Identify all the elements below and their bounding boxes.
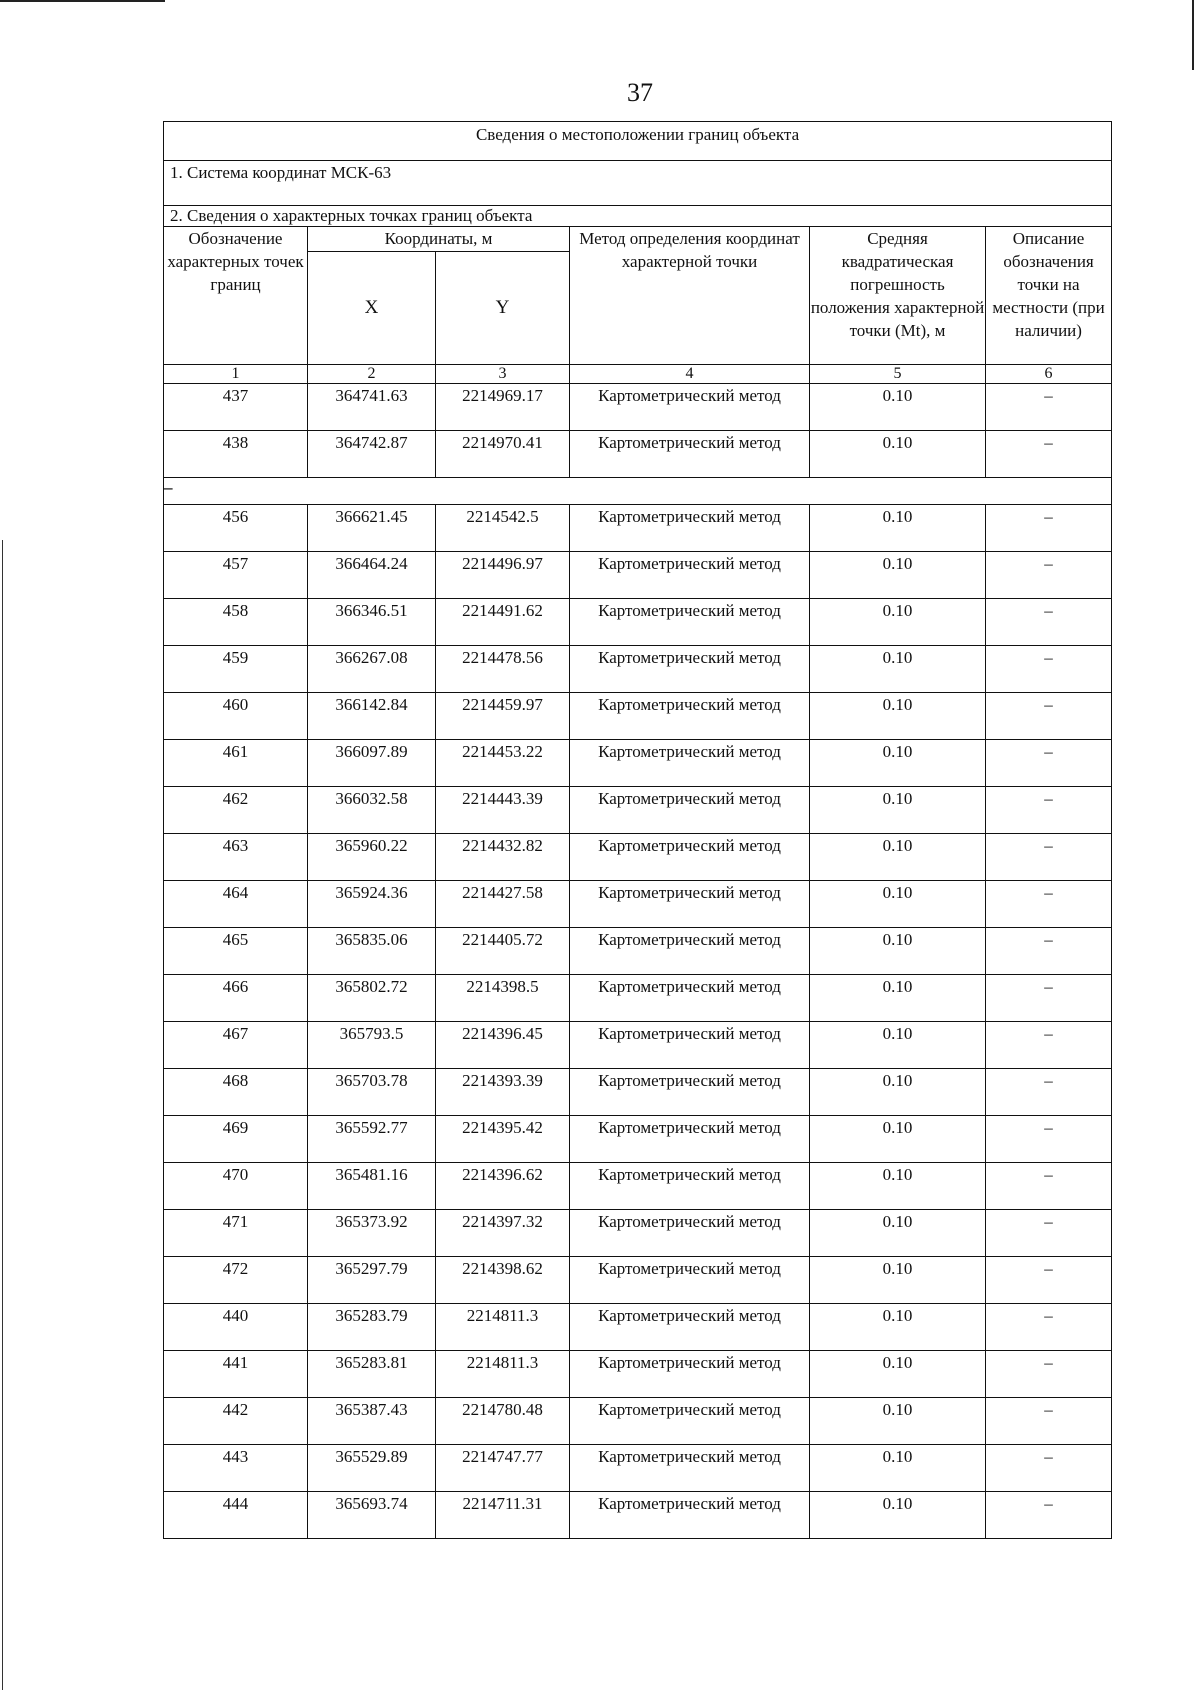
table-row [164, 1210, 1112, 1257]
header-coords: Координаты, м [308, 227, 570, 252]
description-cell: – [986, 384, 1112, 431]
description-cell: – [986, 1069, 1112, 1116]
y-coordinate-cell: 2214542.5 [436, 505, 570, 552]
table-row [164, 740, 1112, 787]
method-cell: Картометрический метод [570, 1398, 810, 1445]
col-number: 3 [436, 365, 570, 384]
description-cell: – [986, 1304, 1112, 1351]
point-cell: 465 [164, 928, 308, 975]
y-coordinate-cell: 2214459.97 [436, 693, 570, 740]
error-cell: 0.10 [810, 1445, 986, 1492]
description-cell: – [986, 693, 1112, 740]
table-row [164, 1445, 1112, 1492]
x-coordinate-cell: 365283.81 [308, 1351, 436, 1398]
x-coordinate-cell: 366032.58 [308, 787, 436, 834]
y-coordinate-cell: 2214491.62 [436, 599, 570, 646]
method-cell: Картометрический метод [570, 928, 810, 975]
method-cell: Картометрический метод [570, 552, 810, 599]
table-row [164, 431, 1112, 478]
point-cell: 462 [164, 787, 308, 834]
y-coordinate-cell: 2214396.45 [436, 1022, 570, 1069]
x-coordinate-cell: 364741.63 [308, 384, 436, 431]
col-number: 6 [986, 365, 1112, 384]
error-cell: 0.10 [810, 384, 986, 431]
point-cell: 469 [164, 1116, 308, 1163]
x-coordinate-cell: 365297.79 [308, 1257, 436, 1304]
header-method: Метод определения координат характерной точки [570, 227, 810, 365]
point-cell: 463 [164, 834, 308, 881]
y-coordinate-cell: 2214747.77 [436, 1445, 570, 1492]
x-coordinate-cell: 366464.24 [308, 552, 436, 599]
method-cell: Картометрический метод [570, 1445, 810, 1492]
x-coordinate-cell: 366346.51 [308, 599, 436, 646]
x-coordinate-cell: 366097.89 [308, 740, 436, 787]
y-coordinate-cell: 2214811.3 [436, 1304, 570, 1351]
point-cell: 459 [164, 646, 308, 693]
y-coordinate-cell: 2214496.97 [436, 552, 570, 599]
table-row [164, 787, 1112, 834]
y-coordinate-cell: 2214453.22 [436, 740, 570, 787]
point-cell: 468 [164, 1069, 308, 1116]
error-cell: 0.10 [810, 1022, 986, 1069]
coord-system-label: 1. Система координат МСК-63 [164, 161, 1112, 206]
point-cell: 460 [164, 693, 308, 740]
description-cell: – [986, 505, 1112, 552]
table-row [164, 1398, 1112, 1445]
point-cell: 437 [164, 384, 308, 431]
method-cell: Картометрический метод [570, 787, 810, 834]
x-coordinate-cell: 366142.84 [308, 693, 436, 740]
error-cell: 0.10 [810, 599, 986, 646]
y-coordinate-cell: 2214478.56 [436, 646, 570, 693]
method-cell: Картометрический метод [570, 693, 810, 740]
point-cell: 440 [164, 1304, 308, 1351]
x-coordinate-cell: 365529.89 [308, 1445, 436, 1492]
error-cell: 0.10 [810, 646, 986, 693]
method-cell: Картометрический метод [570, 1022, 810, 1069]
method-cell: Картометрический метод [570, 834, 810, 881]
table-row [164, 975, 1112, 1022]
error-cell: 0.10 [810, 1398, 986, 1445]
method-cell: Картометрический метод [570, 975, 810, 1022]
error-cell: 0.10 [810, 693, 986, 740]
point-cell: 467 [164, 1022, 308, 1069]
description-cell: – [986, 881, 1112, 928]
header-description: Описание обозначения точки на местности (при наличии) [986, 227, 1112, 365]
table-row [164, 646, 1112, 693]
description-cell: – [986, 787, 1112, 834]
error-cell: 0.10 [810, 1351, 986, 1398]
y-coordinate-cell: 2214405.72 [436, 928, 570, 975]
method-cell: Картометрический метод [570, 384, 810, 431]
y-coordinate-cell: 2214443.39 [436, 787, 570, 834]
header-error: Средняя квадратическая погрешность положения характерной точки (Mt), м [810, 227, 986, 365]
y-coordinate-cell: 2214970.41 [436, 431, 570, 478]
point-cell: 458 [164, 599, 308, 646]
point-cell: 461 [164, 740, 308, 787]
description-cell: – [986, 975, 1112, 1022]
method-cell: Картометрический метод [570, 1492, 810, 1539]
point-cell: 438 [164, 431, 308, 478]
y-coordinate-cell: 2214432.82 [436, 834, 570, 881]
x-coordinate-cell: 365592.77 [308, 1116, 436, 1163]
error-cell: 0.10 [810, 431, 986, 478]
description-cell: – [986, 1116, 1112, 1163]
x-coordinate-cell: 365481.16 [308, 1163, 436, 1210]
point-cell: 472 [164, 1257, 308, 1304]
description-cell: – [986, 834, 1112, 881]
x-coordinate-cell: 365387.43 [308, 1398, 436, 1445]
table-row [164, 1351, 1112, 1398]
method-cell: Картометрический метод [570, 1163, 810, 1210]
description-cell: – [986, 1445, 1112, 1492]
header-y: Y [436, 252, 570, 365]
x-coordinate-cell: 365283.79 [308, 1304, 436, 1351]
method-cell: Картометрический метод [570, 1351, 810, 1398]
method-cell: Картометрический метод [570, 740, 810, 787]
method-cell: Картометрический метод [570, 505, 810, 552]
method-cell: Картометрический метод [570, 881, 810, 928]
x-coordinate-cell: 366267.08 [308, 646, 436, 693]
description-cell: – [986, 431, 1112, 478]
point-cell: 443 [164, 1445, 308, 1492]
y-coordinate-cell: 2214780.48 [436, 1398, 570, 1445]
y-coordinate-cell: 2214395.42 [436, 1116, 570, 1163]
x-coordinate-cell: 365835.06 [308, 928, 436, 975]
table-row [164, 834, 1112, 881]
y-coordinate-cell: 2214811.3 [436, 1351, 570, 1398]
description-cell: – [986, 740, 1112, 787]
error-cell: 0.10 [810, 1069, 986, 1116]
point-cell: 457 [164, 552, 308, 599]
error-cell: 0.10 [810, 834, 986, 881]
error-cell: 0.10 [810, 552, 986, 599]
table-row [164, 693, 1112, 740]
table-title: Сведения о местоположении границ объекта [164, 122, 1112, 161]
table-row [164, 1163, 1112, 1210]
header-row-1 [164, 227, 1112, 252]
error-cell: 0.10 [810, 975, 986, 1022]
point-cell: 464 [164, 881, 308, 928]
y-coordinate-cell: 2214396.62 [436, 1163, 570, 1210]
scan-edge-left [2, 540, 3, 1690]
point-cell: 441 [164, 1351, 308, 1398]
description-cell: – [986, 1351, 1112, 1398]
col-number: 1 [164, 365, 308, 384]
table-row [164, 599, 1112, 646]
error-cell: 0.10 [810, 740, 986, 787]
table-row [164, 505, 1112, 552]
y-coordinate-cell: 2214398.5 [436, 975, 570, 1022]
header-x: X [308, 252, 436, 365]
table-row [164, 1492, 1112, 1539]
boundary-points-table [163, 121, 1112, 1539]
section-label: 2. Сведения о характерных точках границ объекта [164, 206, 1112, 227]
point-cell: 470 [164, 1163, 308, 1210]
description-cell: – [986, 1257, 1112, 1304]
error-cell: 0.10 [810, 1492, 986, 1539]
x-coordinate-cell: 364742.87 [308, 431, 436, 478]
error-cell: 0.10 [810, 1304, 986, 1351]
col-number: 4 [570, 365, 810, 384]
description-cell: – [986, 928, 1112, 975]
method-cell: Картометрический метод [570, 431, 810, 478]
header-point: Обозначение характерных точек границ [164, 227, 308, 365]
method-cell: Картометрический метод [570, 646, 810, 693]
description-cell: – [986, 1163, 1112, 1210]
section-row [164, 206, 1112, 227]
table-row [164, 1069, 1112, 1116]
table-row [164, 1116, 1112, 1163]
description-cell: – [986, 646, 1112, 693]
error-cell: 0.10 [810, 505, 986, 552]
column-numbers-row [164, 365, 1112, 384]
scan-edge-top [0, 0, 165, 2]
error-cell: 0.10 [810, 1163, 986, 1210]
y-coordinate-cell: 2214398.62 [436, 1257, 570, 1304]
description-cell: – [986, 599, 1112, 646]
point-cell: 466 [164, 975, 308, 1022]
y-coordinate-cell: 2214427.58 [436, 881, 570, 928]
description-cell: – [986, 1492, 1112, 1539]
col-number: 5 [810, 365, 986, 384]
x-coordinate-cell: 365703.78 [308, 1069, 436, 1116]
description-cell: – [986, 1398, 1112, 1445]
error-cell: 0.10 [810, 1257, 986, 1304]
table-row [164, 1257, 1112, 1304]
method-cell: Картометрический метод [570, 1210, 810, 1257]
table-title-row [164, 122, 1112, 161]
error-cell: 0.10 [810, 928, 986, 975]
method-cell: Картометрический метод [570, 1116, 810, 1163]
x-coordinate-cell: 365793.5 [308, 1022, 436, 1069]
description-cell: – [986, 552, 1112, 599]
point-cell: 444 [164, 1492, 308, 1539]
method-cell: Картометрический метод [570, 1069, 810, 1116]
x-coordinate-cell: 365924.36 [308, 881, 436, 928]
x-coordinate-cell: 365693.74 [308, 1492, 436, 1539]
y-coordinate-cell: 2214969.17 [436, 384, 570, 431]
method-cell: Картометрический метод [570, 1304, 810, 1351]
method-cell: Картометрический метод [570, 1257, 810, 1304]
y-coordinate-cell: 2214711.31 [436, 1492, 570, 1539]
table-row [164, 1304, 1112, 1351]
x-coordinate-cell: 365373.92 [308, 1210, 436, 1257]
page-number: 37 [627, 78, 653, 107]
omitted-rows-marker-row [164, 478, 1112, 505]
x-coordinate-cell: 365960.22 [308, 834, 436, 881]
omitted-rows-marker: – [164, 478, 1112, 505]
error-cell: 0.10 [810, 1210, 986, 1257]
description-cell: – [986, 1210, 1112, 1257]
point-cell: 442 [164, 1398, 308, 1445]
point-cell: 456 [164, 505, 308, 552]
y-coordinate-cell: 2214393.39 [436, 1069, 570, 1116]
table-row [164, 928, 1112, 975]
method-cell: Картометрический метод [570, 599, 810, 646]
error-cell: 0.10 [810, 1116, 986, 1163]
scan-edge-right [1192, 0, 1194, 70]
y-coordinate-cell: 2214397.32 [436, 1210, 570, 1257]
table-row [164, 881, 1112, 928]
table-row [164, 384, 1112, 431]
table-row [164, 1022, 1112, 1069]
x-coordinate-cell: 365802.72 [308, 975, 436, 1022]
point-cell: 471 [164, 1210, 308, 1257]
coord-system-row [164, 161, 1112, 206]
description-cell: – [986, 1022, 1112, 1069]
error-cell: 0.10 [810, 881, 986, 928]
col-number: 2 [308, 365, 436, 384]
table-row [164, 552, 1112, 599]
error-cell: 0.10 [810, 787, 986, 834]
x-coordinate-cell: 366621.45 [308, 505, 436, 552]
